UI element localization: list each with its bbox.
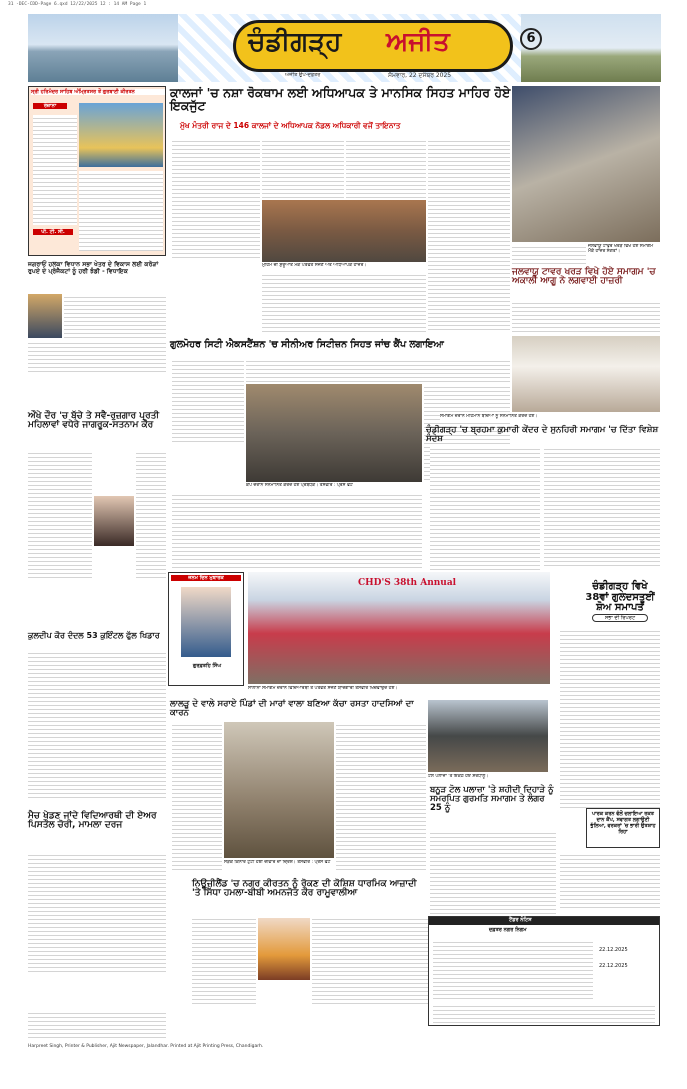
kirtan-schedule xyxy=(33,115,77,225)
toll-plaza-caption: ਟੋਲ ਪਲਾਜ਼ਾ 'ਤੇ ਇਕੱਠੇ ਹੋਏ ਸ਼ਰਧਾਲੂ। xyxy=(428,774,548,780)
mid-right-col-2 xyxy=(544,446,660,566)
tender-date-2: 22.12.2025 xyxy=(599,963,628,969)
masthead-title-right: ਅਜੀਤ xyxy=(386,27,450,57)
lead-col-5 xyxy=(262,272,426,332)
brahma-kumari-headline: ਚੰਡੀਗੜ੍ਹ 'ਚ ਬ੍ਰਹਮਾ ਕੁਮਾਰੀ ਕੇਂਦਰ ਦੇ ਸੁਨਹਿਰੀ ਸਮਾਗਮ 'ਚ ਦਿੱਤਾ ਵਿਸ਼ੇਸ਼ ਸੰਦੇਸ਼ xyxy=(426,425,659,444)
lead-col-1 xyxy=(172,138,260,260)
mid-right-col-1 xyxy=(430,446,540,586)
publisher-imprint: Harpreet Singh, Printer & Publisher, Ajit Newspaper, Jalandhar. Printed at Ajit Printing Press, Chandigarh. xyxy=(28,1044,264,1049)
annual-banner: CHD'S 38th Annual xyxy=(358,578,457,588)
birthday-name: ਗੁਰਫ਼ਤਹਿ ਸਿੰਘ xyxy=(192,663,222,669)
annual-function-photo xyxy=(248,572,550,684)
gulmohar-col-2 xyxy=(246,358,510,382)
new-zealand-col-2 xyxy=(312,916,428,1006)
ptc-badge: ਪੀ. ਟੀ. ਸੀ. xyxy=(33,229,73,235)
kirtan-text xyxy=(79,171,163,251)
tender-header: ਟੈਂਡਰ ਨੋਟਿਸ xyxy=(509,917,532,923)
kirtan-header: ਸ੍ਰੀ ਹਰਿਮੰਦਰ ਸਾਹਿਬ ਅੰਮ੍ਰਿਤਸਰ ਤੋਂ ਗੁਰਬਾਣੀ ਕੀਰਤਨ xyxy=(31,89,165,95)
flower-show-text xyxy=(560,628,660,808)
gulmohar-col-1 xyxy=(172,358,244,444)
gulmohar-headline: ਗੁਲਮੋਹਰ ਸਿਟੀ ਐਕਸਟੈਂਸ਼ਨ 'ਚ ਸੀਨੀਅਰ ਸਿਟੀਜ਼ਨ ਸਿਹਤ ਜਾਂਚ ਕੈਂਪ ਲਗਾਇਆ xyxy=(170,339,444,350)
khar-event-photo xyxy=(512,86,660,242)
satnam-kaur-portrait xyxy=(94,496,134,546)
tender-office: ਦਫ਼ਤਰ ਨਗਰ ਨਿਗਮ xyxy=(489,927,527,933)
tender-notice xyxy=(428,916,660,1026)
mid-right-caption: ਸਮਾਗਮ ਦੌਰਾਨ ਮਹਿਮਾਨ ਬੱਚਿਆਂ ਨੂੰ ਸਨਮਾਨਿਤ ਕਰਦੇ ਹੋਏ। xyxy=(440,414,660,420)
page-number: 6 xyxy=(520,28,542,50)
child-portrait xyxy=(181,587,231,657)
golden-temple-photo xyxy=(79,103,163,167)
khar-headline: ਜਲਵਾਯੂ ਟਾਵਰ ਖਰੜ ਵਿਖੇ ਹੋਏ ਸਮਾਗਮ 'ਚ ਅਕਾਲੀ ਆਗੂ ਨੇ ਲਗਵਾਈ ਹਾਜ਼ਰੀ xyxy=(512,267,656,287)
masthead xyxy=(28,14,661,82)
new-zealand-headline: ਨਿਊਜ਼ੀਲੈਂਡ 'ਚ ਨਗਰ ਕੀਰਤਨ ਨੂੰ ਰੋਕਣ ਦੀ ਕੋਸ਼ਿਸ਼ ਧਾਰਮਿਕ ਆਜ਼ਾਦੀ 'ਤੇ ਸਿੱਧਾ ਹਮਲਾ-ਬੀਬੀ ਅਮਨਜੋਤ ਕੌਰ ਰਾਮੂਵਾਲੀਆ xyxy=(192,879,417,899)
kirtan-box xyxy=(28,86,166,256)
page-slug: 31 -DEC-CDD-Page 6.qxd 12/22/2025 12 : 14 AM Page 1 xyxy=(8,2,147,7)
kuldeep-headline: ਕੁਲਦੀਪ ਕੌਰ ਦੰਦਲ 53 ਕੁਇੰਟਲ ਫੁੱਲ ਖਿਡਾਰ xyxy=(28,631,160,640)
masthead-title-left: ਚੰਡੀਗੜ੍ਹ xyxy=(248,27,342,57)
lead-col-2 xyxy=(262,138,344,198)
toll-plaza-photo xyxy=(428,700,548,772)
gulmohar-photo xyxy=(246,384,422,482)
brahma-kumari-photo xyxy=(512,336,660,412)
lead-subhead: ਮੁੱਖ ਮੰਤਰੀ ਰਾਜ ਦੇ 146 ਕਾਲਜਾਂ ਦੇ ਅਧਿਆਪਕ ਨੋਡਲ ਅਧਿਕਾਰੀ ਵਜੋਂ ਤਾਇਨਾਤ xyxy=(180,121,401,130)
khar-text xyxy=(512,300,660,332)
monument-photo xyxy=(521,14,661,82)
tender-header-bar xyxy=(429,917,659,925)
road-accident-headline: ਲਾਲੜੂ ਦੇ ਵਾਲੇ ਸਰਾਏ ਪਿੰਡਾਂ ਦੀ ਮਾਰਾਂ ਵਾਲਾ ਬਣਿਆ ਕੱਚਾ ਰਸਤਾ ਹਾਦਸਿਆਂ ਦਾ ਕਾਰਨ xyxy=(170,699,414,718)
masthead-subtitle: ਅਜੀਤ ਉਪ-ਦਫ਼ਤਰ xyxy=(285,72,321,78)
women-story-headline: ਔਖੇ ਦੌਰ 'ਚ ਬੱਚੇ ਤੇ ਸਵੈ-ਰੁਜ਼ਗਾਰ ਪ੍ਰਤੀ ਮਹਿਲਾਵਾਂ ਵਧੇਰੇ ਜਾਗਰੂਕ-ਸਤਨਾਮ ਕੌਰ xyxy=(28,411,160,431)
left-story1-text-a xyxy=(64,294,166,338)
banur-headline: ਬਨੂੜ ਟੋਲ ਪਲਾਜ਼ਾ 'ਤੇ ਸ਼ਹੀਦੀ ਦਿਹਾੜੇ ਨੂੰ ਸਮਰਪਿਤ ਗੁਰਮਤਿ ਸਮਾਗਮ ਤੇ ਲੰਗਰ 25 ਨੂੰ xyxy=(430,785,554,813)
lead-group-photo xyxy=(262,200,426,262)
women-story-text-2 xyxy=(136,450,166,578)
lead-headline: ਕਾਲਜਾਂ 'ਚ ਨਸ਼ਾ ਰੋਕਥਾਮ ਲਈ ਅਧਿਆਪਕ ਤੇ ਮਾਨਸਿਕ ਸਿਹਤ ਮਾਹਿਰ ਹੋਏ ਇਕਜੁੱਟ xyxy=(170,85,511,114)
left-story1-text-b xyxy=(28,340,166,374)
amanjot-kaur-portrait xyxy=(258,918,310,980)
new-zealand-col-1 xyxy=(192,916,256,1006)
road-accident-col-1 xyxy=(172,722,222,872)
lake-photo xyxy=(28,14,178,82)
gulmohar-photo-caption: ਕੈਂਪ ਦੌਰਾਨ ਸਨਮਾਨਿਤ ਕਰਦੇ ਹੋਏ ਪ੍ਰਬੰਧਕ। ਤਸਵੀਰ : ਪ੍ਰੈੱਸ ਫੋਟੋ xyxy=(246,483,510,489)
tender-table xyxy=(433,939,593,999)
road-accident-caption: ਸੜਕ ਕਿਨਾਰੇ ਟੁੱਟੀ ਹੋਈ ਦੀਵਾਰ ਦਾ ਦ੍ਰਿਸ਼। ਤਸਵੀਰ : ਪ੍ਰੈੱਸ ਫੋਟੋ xyxy=(224,860,334,872)
kuldeep-text xyxy=(28,650,166,800)
damaged-wall-photo xyxy=(224,722,334,858)
flower-show-text-2 xyxy=(560,852,660,908)
tender-fineprint xyxy=(433,1003,655,1023)
flower-show-headline: ਚੰਡੀਗੜ੍ਹ ਵਿਖੇ 38ਵਾਂ ਗੁਲਦਸਤੂਈਂ ਸ਼ੋਅ ਸਮਾਪਤ xyxy=(585,581,655,613)
right-caption-text xyxy=(512,244,586,266)
pistol-theft-text xyxy=(28,852,166,972)
birthday-header: ਜਨਮ ਦਿਨ ਮੁਬਾਰਕ xyxy=(171,575,241,581)
women-story-text xyxy=(28,450,92,578)
lead-col-4 xyxy=(428,138,510,333)
flower-show-tag: ਸਭਾ ਦੀ ਰਿਪੋਰਟ xyxy=(592,614,648,622)
donation-box: ਪਾਰਕ ਕਰਨ ਵੱਲੋਂ ਚਲਾਇਆ ਰਕਤ ਦਾਨ ਕੈਂਪ, ਸਵਾਗਤ ਲਗਾਉਣੀ ਭੁੱਲਿਆ, ਵਰਕਰਾਂ 'ਚ ਭਾਰੀ ਉਤਸ਼ਾਹ ਰਿਹਾ xyxy=(586,808,660,848)
road-accident-col-2 xyxy=(336,722,426,872)
lead-col-3 xyxy=(346,138,426,198)
lead-photo-caption: ਮੁਹਿੰਮ ਦੀ ਸ਼ੁਰੂਆਤ ਮੌਕੇ ਪਤਵੰਤੇ ਸੱਜਣ ਅਤੇ ਅਧਿਆਪਕ ਹਾਜ਼ਰ। xyxy=(262,263,426,269)
khar-photo-caption: ਜਲਵਾਯੂ ਟਾਵਰ ਖਰੜ ਵਿਖੇ ਹੋਏ ਸਮਾਗਮ ਮੌਕੇ ਹਾਜ਼ਰ ਸੰਗਤਾਂ। xyxy=(588,244,660,266)
banur-text xyxy=(430,830,556,914)
birthday-box xyxy=(168,572,244,686)
gulmohar-text-lower xyxy=(172,492,422,568)
annual-caption: ਸਾਲਾਨਾ ਸਮਾਗਮ ਦੌਰਾਨ ਵਿਦਿਆਰਥੀ ਤੇ ਪਤਵੰਤੇ ਸੱਜਣ ਯਾਦਗਾਰੀ ਤਸਵੀਰ ਖਿਚਵਾਉਂਦੇ ਹੋਏ। xyxy=(248,686,550,692)
masthead-logo xyxy=(233,20,513,72)
left-story1-headline: ਜਗਰਾਓਂ ਹਲਕਾ ਵਿਧਾਨ ਸਭਾ ਖੇਤਰ ਦੇ ਵਿਕਾਸ ਲਈ ਕਰੋੜਾਂ ਰੁਪਏ ਦੇ ਪ੍ਰੋਜੈਕਟਾਂ ਨੂੰ ਹਰੀ ਝੰਡੀ - ਵਿਧਾਇਕ xyxy=(28,261,159,275)
daily-badge: ਰੋਜ਼ਾਨਾ xyxy=(33,103,67,109)
mla-portrait xyxy=(28,294,62,338)
masthead-date: ਸੋਮਵਾਰ, 22 ਦਸੰਬਰ 2025 xyxy=(388,72,452,79)
pistol-theft-headline: ਮੈਚ ਖੇਡਣ ਜਾਂਦੇ ਵਿਦਿਆਰਥੀ ਦੀ ਏਅਰ ਪਿਸਤੌਲ ਚੋਰੀ, ਮਾਮਲਾ ਦਰਜ xyxy=(28,811,157,831)
imprint-box xyxy=(28,1010,166,1040)
tender-date-1: 22.12.2025 xyxy=(599,947,628,953)
